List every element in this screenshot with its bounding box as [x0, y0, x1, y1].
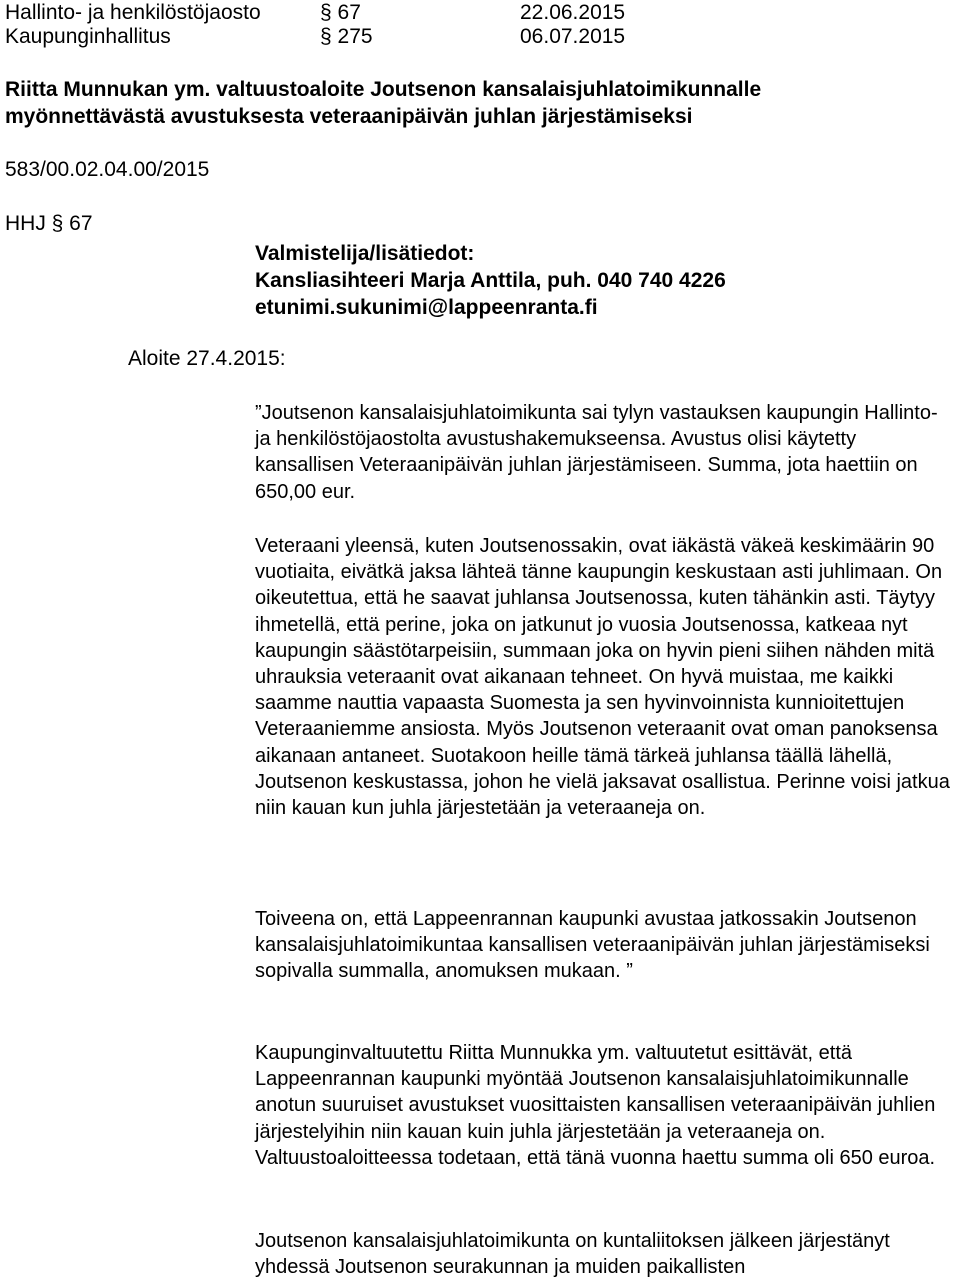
body-paragraph [255, 1040, 955, 1171]
paragraph-text: Veteraani yleensä, kuten Joutsenossakin, ovat iäkästä väkeä keskimäärin 90 vuotiaita, eivätkä jaksa lähteä tänne kaupungin keskustaan asti juhlimaan. On oikeutettua, että he saavat juhlansa Joutsenossa, kuten tähänkin asti. Täytyy ihmetellä, että perine, joka on jatkunut jo vuosia Joutsenossa, katkeaa nyt kaupungin säästötarpeisiin, summaan joka on hyvin pieni siihen nähden mitä uhrauksia veteraanit ovat aikanaan tehneet. On hyvä muistaa, me kaikki saamme nauttia vapaasta Suomesta ja sen hyvinvoinnista kunnioitettujen Veteraaniemme ansiosta. Myös Joutsenon veteraanit ovat oman panoksensa aikanaan antaneet. Suotakoon heille tämä tärkeä juhlansa täällä lähellä, Joutsenon keskustassa, johon he vielä jaksavat osallistua. Perinne voisi jatkua niin kauan kun juhla järjestetään ja veteraaneja on. [255, 535, 950, 820]
title-line: myönnettävästä avustuksesta veteraanipäivän juhlan järjestämiseksi [5, 105, 693, 128]
body-paragraph [255, 400, 955, 505]
body-paragraph [255, 906, 955, 985]
paragraph-text: ”Joutsenon kansalaisjuhlatoimikunta sai tylyn vastauksen kaupungin Hallinto- ja henkilöstöjaostolta avustushakemukseensa. Avustus olisi käytetty kansallisen Veteraanipäivän juhlan järjestämiseen. Summa, jota haettiin on 650,00 eur. [255, 402, 938, 503]
preparer-info [255, 240, 726, 321]
meta-body-name: Hallinto- ja henkilöstöjaosto [5, 1, 261, 24]
meta-paragraph-number: § 275 [320, 25, 373, 48]
body-paragraph [255, 533, 955, 821]
meta-date: 22.06.2015 [520, 1, 626, 24]
paragraph-text: Toiveena on, että Lappeenrannan kaupunki avustaa jatkossakin Joutsenon kansalaisjuhlatoimikuntaa kansallisen veteraanipäivän juhlan järjestämiseksi sopivalla summalla, anomuksen mukaan. ” [255, 908, 930, 983]
preparer-email: etunimi.sukunimi@lappeenranta.fi [255, 296, 598, 319]
preparer-name-phone: Kansliasihteeri Marja Anttila, puh. 040 740 4226 [255, 269, 726, 292]
paragraph-text: Kaupunginvaltuutettu Riitta Munnukka ym. valtuutetut esittävät, että Lappeenrannan kaupunki myöntää Joutsenon kansalaisjuhlatoimikunnalle anotun suuruiset avustukset vuosittaisten kansallisen veteraanipäivän juhlien järjestelyihin niin kauan kuin juhla järjestetään ja veteraaneja on. Valtuustoaloitteessa todetaan, että tänä vuonna haettu summa oli 650 euroa. [255, 1042, 936, 1169]
document-title [5, 76, 955, 130]
body-paragraph [255, 1228, 955, 1280]
hhj-section-ref: HHJ § 67 [5, 212, 93, 235]
diary-number: 583/00.02.04.00/2015 [5, 158, 210, 181]
meta-paragraph-number: § 67 [320, 1, 361, 24]
preparer-label: Valmistelija/lisätiedot: [255, 242, 475, 265]
initiative-date-label: Aloite 27.4.2015: [128, 347, 286, 370]
meta-date: 06.07.2015 [520, 25, 626, 48]
title-line: Riitta Munnukan ym. valtuustoaloite Joutsenon kansalaisjuhlatoimikunnalle [5, 78, 762, 101]
paragraph-text: Joutsenon kansalaisjuhlatoimikunta on kuntaliitoksen jälkeen järjestänyt yhdessä Joutsenon seurakunnan ja muiden paikallisten [255, 1230, 890, 1279]
meta-body-name: Kaupunginhallitus [5, 25, 171, 48]
